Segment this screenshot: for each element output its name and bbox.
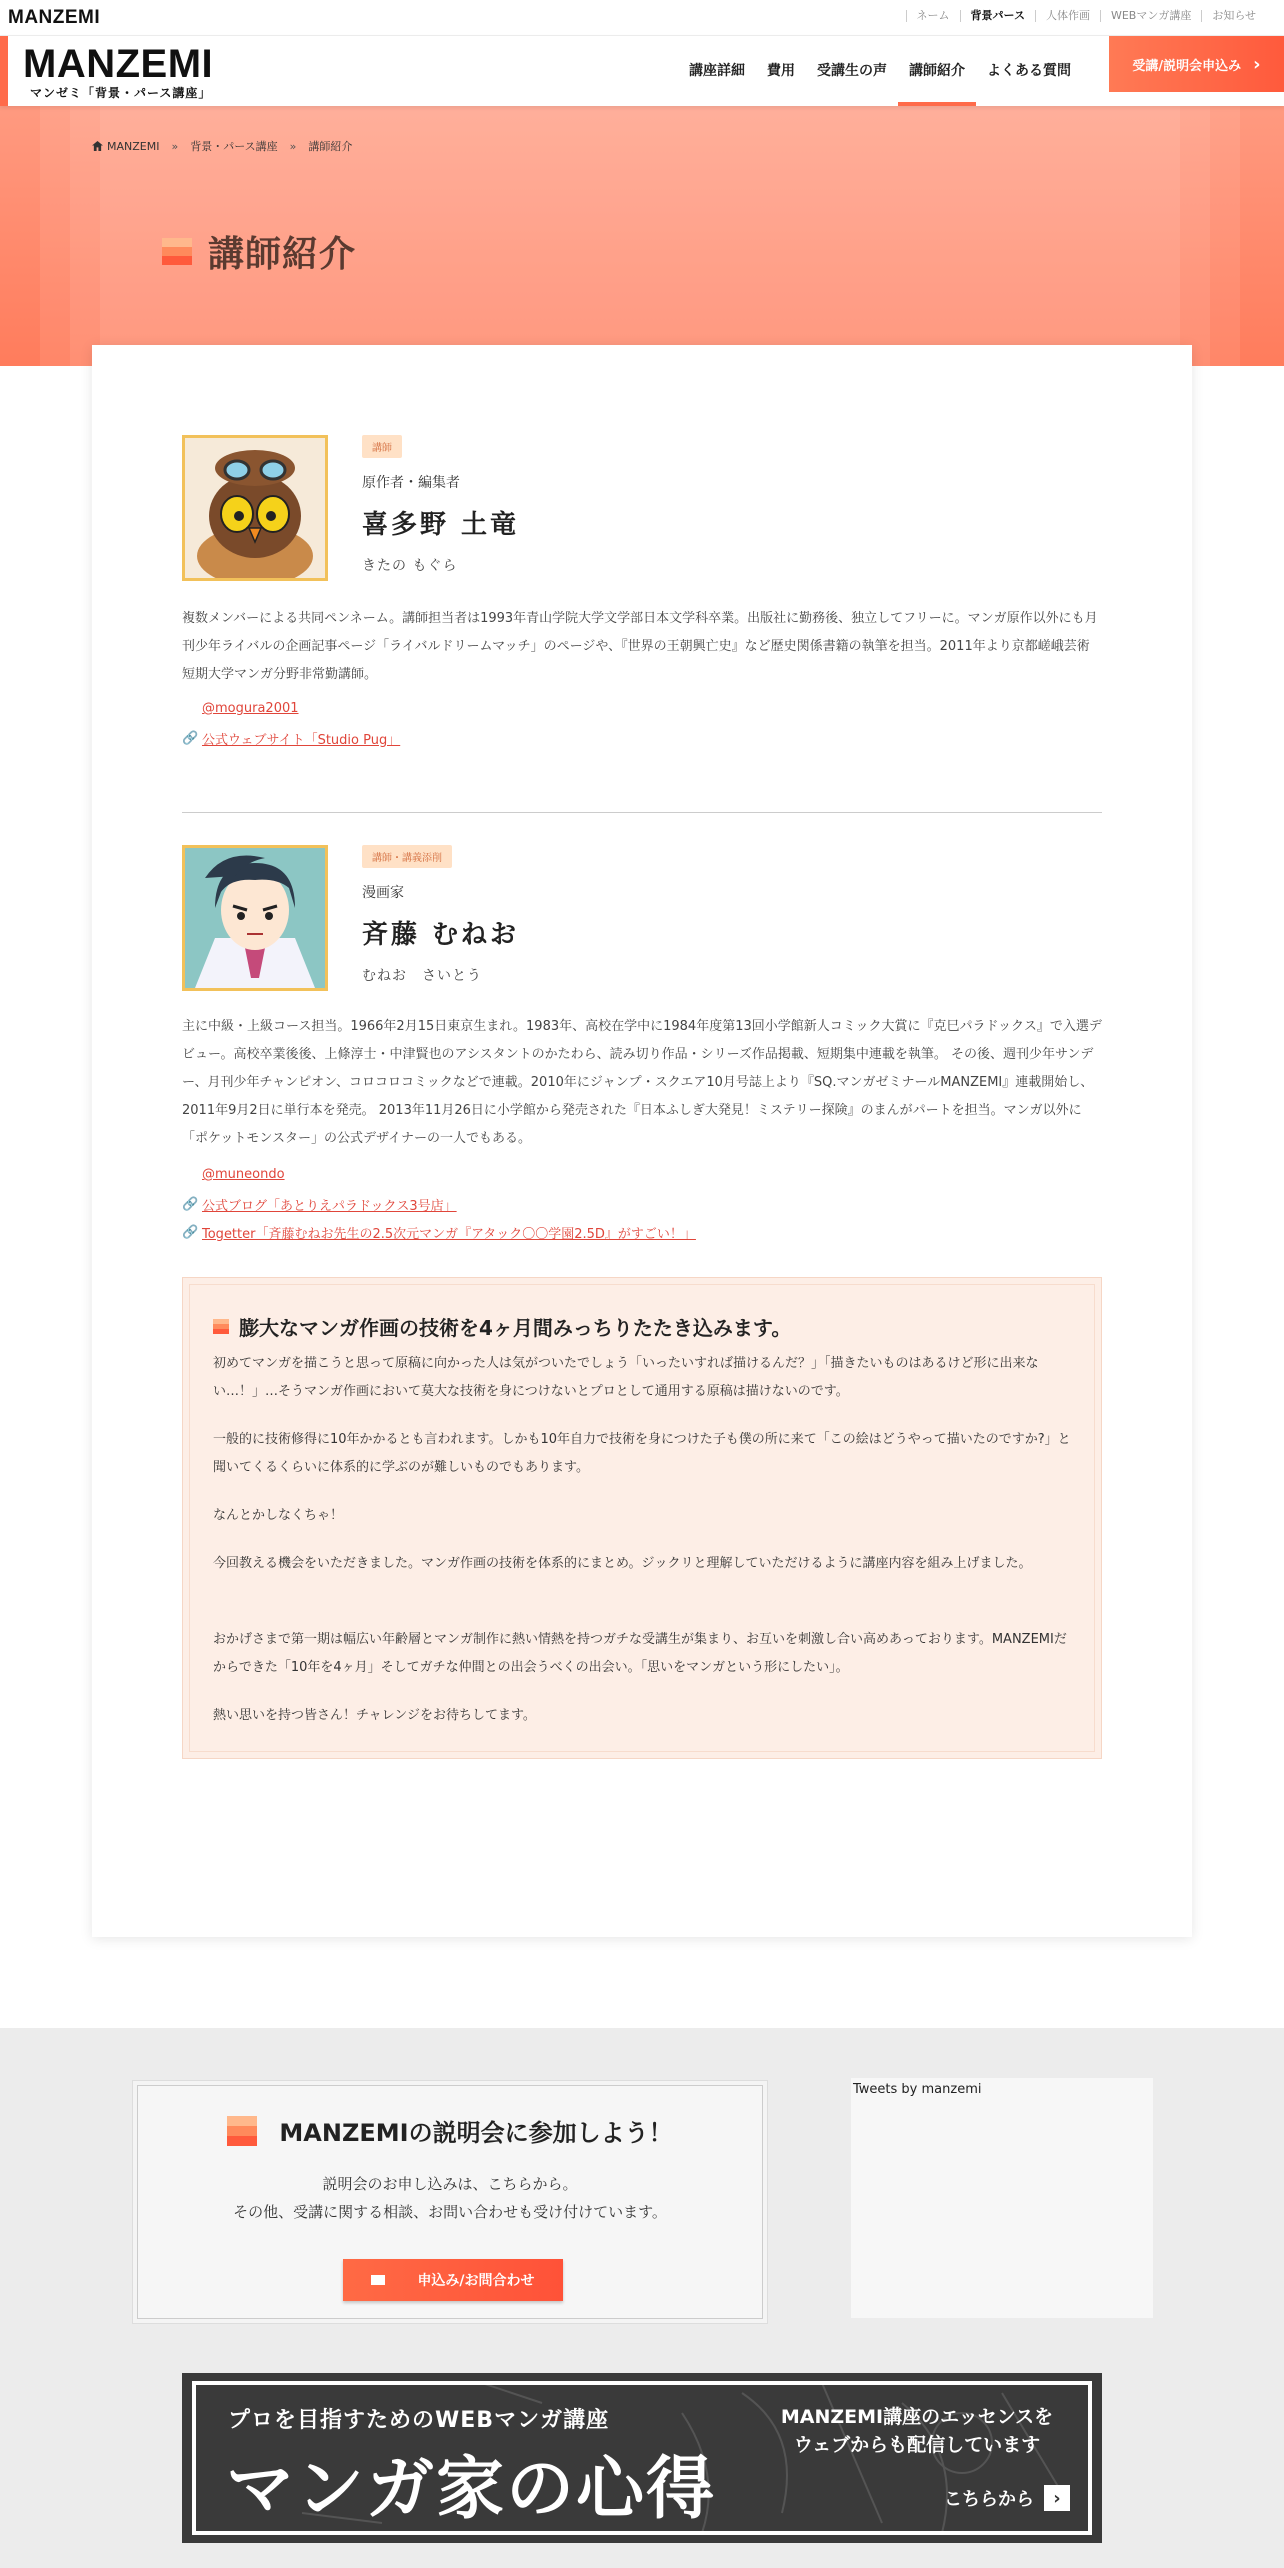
message-paragraph: 今回教える機会をいただきました。マンガ作画の技術を体系的にまとめ。ジックリと理解していただけるように講座内容を組み上げました。 — [213, 1556, 1032, 1571]
instructor-name: 喜多野 土竜 — [362, 510, 520, 540]
divider — [182, 812, 1102, 813]
web-course-banner[interactable] — [182, 2373, 1102, 2543]
instructor-profile — [182, 435, 1102, 755]
message-title: 膨大なマンガ作画の技術を4ヶ月間みっちりたたき込みます。 — [239, 1316, 792, 1340]
contact-text: 説明会のお申し込みは、こちらから。 — [322, 2175, 578, 2193]
avatar — [182, 845, 328, 991]
banner-title: マンガ家の心得 — [226, 2450, 717, 2529]
banner-description-line: MANZEMI講座のエッセンスを — [780, 2406, 1054, 2428]
role-badge: 講師・講義添削 — [362, 845, 452, 868]
breadcrumb-separator: » — [289, 139, 297, 153]
twitter-handle[interactable]: @mogura2001 — [202, 701, 299, 716]
mail-icon — [371, 2275, 385, 2285]
instructor-role: 原作者・編集者 — [362, 475, 460, 491]
top-nav-item-name[interactable]: ネーム — [906, 10, 960, 22]
content-card — [92, 345, 1192, 1937]
instructor-name: 斉藤 むねお — [362, 920, 520, 950]
stripes-icon — [227, 2116, 257, 2146]
instructor-role: 漫画家 — [362, 885, 404, 901]
banner-cta-label: こちらから — [944, 2489, 1034, 2510]
breadcrumb — [92, 138, 352, 154]
site-header — [0, 36, 1284, 106]
page-hero — [0, 106, 1284, 366]
twitter-timeline-label[interactable]: Tweets by manzemi — [853, 2082, 982, 2097]
page-title-block — [162, 226, 356, 277]
link-icon: 🔗 — [182, 1197, 199, 1212]
contact-button-label: 申込み/お問合わせ — [417, 2273, 535, 2289]
message-paragraph: 熱い思いを持つ皆さん！チャレンジをお待ちしてます。 — [213, 1708, 536, 1723]
website-link[interactable] — [182, 729, 400, 748]
breadcrumb-current: 講師紹介 — [308, 140, 353, 153]
top-nav — [906, 10, 1267, 22]
contact-text: その他、受講に関する相談、お問い合わせも受け付けています。 — [233, 2203, 667, 2221]
instructor-info — [362, 435, 519, 575]
message-paragraph: おかげさまで第一期は幅広い年齢層とマンガ制作に熱い情熱を持つガチな受講生が集まり、お互いを刺激し合い高めあっております。MANZEMIだからできた「10年を4ヶ月」そしてガチな仲間との出会うべくの出会い。「思いをマンガという形にしたい」。 — [213, 1632, 1067, 1675]
banner-cta[interactable] — [944, 2485, 1070, 2511]
message-paragraph: 初めてマンガを描こうと思って原稿に向かった人は気がついたでしょう「いったいすれば描けるんだ？」「描きたいものはあるけど形に出来ない…！」…そうマンガ作画において莫大な技術を身につけないとプロとして通用する原稿は描けないのです。 — [213, 1356, 1039, 1399]
site-logo-small[interactable]: MANZEMI — [8, 7, 101, 28]
instructor-info — [362, 845, 519, 985]
contact-button[interactable] — [343, 2259, 563, 2301]
banner-description — [752, 2403, 1082, 2459]
nav-item-faq[interactable]: よくある質問 — [987, 63, 1071, 79]
link-icon: 🔗 — [182, 1225, 199, 1240]
togetter-link-text[interactable]: Togetter「斉藤むねお先生の2.5次元マンガ『アタック〇〇学園2.5D』がすごい！」 — [202, 1227, 696, 1242]
breadcrumb-home[interactable]: MANZEMI — [107, 139, 160, 153]
blog-link-text[interactable]: 公式ブログ「あとりえパラドックス3号店」 — [202, 1199, 457, 1214]
home-icon — [92, 141, 103, 151]
apply-button[interactable] — [1109, 36, 1284, 92]
top-bar — [0, 0, 1284, 36]
nav-item-testimonials[interactable]: 受講生の声 — [817, 63, 887, 79]
top-nav-item-background[interactable]: 背景パース — [960, 10, 1035, 22]
instructor-profile — [182, 845, 1102, 1245]
togetter-link[interactable] — [182, 1223, 696, 1242]
manga-character-illustration — [185, 848, 325, 988]
message-paragraph: なんとかしなくちゃ！ — [213, 1508, 344, 1523]
top-nav-item-news[interactable]: お知らせ — [1201, 10, 1266, 22]
site-logo[interactable]: MANZEMI — [23, 42, 214, 86]
site-logo-subtitle[interactable]: マンゼミ「背景・パース講座」 — [30, 86, 212, 100]
instructor-bio: 主に中級・上級コース担当。1966年2月15日東京生まれ。1983年、高校在学中に1984年度第13回小学館新人コミック大賞に『克巳パラドックス』で入選デビュー。高校卒業後後、上條淳士・中津賢也のアシスタントのかたわら、読み切り作品・シリーズ作品掲載、短期集中連載を執筆。 その後、週刊少年サンデー、月刊少年チャンピオン、コロコロコミックなどで連載。2010年にジャンプ・スクエア10月号誌上より『SQ.マンガゼミナールMANZEMI』連載開始し、2011年9月2日に単行本を発売。 2013年11月26日に小学館から発売された『日本ふしぎ大発見！ミステリー探険』のまんがパートを担当。マンガ以外に「ポケットモンスター」の公式デザイナーの一人でもある。 — [182, 1019, 1102, 1146]
top-nav-item-web-course[interactable]: WEBマンガ講座 — [1100, 10, 1201, 22]
instructor-name-kana: きたの もぐら — [362, 558, 458, 574]
top-nav-item-figure[interactable]: 人体作画 — [1035, 10, 1100, 22]
breadcrumb-separator: » — [171, 139, 179, 153]
twitter-timeline[interactable] — [851, 2078, 1153, 2318]
apply-button-label: 受講/説明会申込み — [1132, 58, 1242, 74]
instructor-bio: 複数メンバーによる共同ペンネーム。講師担当者は1993年青山学院大学文学部日本文学科卒業。出版社に勤務後、独立してフリーに。マンガ原作以外にも月刊少年ライバルの企画記事ページ「ライバルドリームマッチ」のページや、『世界の王朝興亡史』など歴史関係書籍の執筆を担当。2011年より京都嵯峨芸術短期大学マンガ分野非常勤講師。 — [182, 611, 1098, 682]
avatar — [182, 435, 328, 581]
main-nav — [678, 36, 1082, 106]
message-paragraph: 一般的に技術修得に10年かかるとも言われます。しかも10年自力で技術を身につけた子も僕の所に来て「この絵はどうやって描いたのですか?」と聞いてくるくらいに体系的に学ぶのが難しいものでもあります。 — [213, 1432, 1071, 1475]
message-title-block — [213, 1312, 791, 1341]
page-title: 講師紹介 — [208, 234, 357, 275]
role-badge: 講師 — [362, 435, 402, 458]
nav-item-instructors[interactable]: 講師紹介 — [898, 36, 976, 106]
banner-description-line: ウェブからも配信しています — [793, 2434, 1041, 2456]
message-box — [182, 1277, 1102, 1759]
link-icon: 🔗 — [182, 731, 199, 746]
twitter-handle[interactable]: @muneondo — [202, 1167, 285, 1182]
stripes-icon — [162, 238, 192, 266]
contact-title-block — [133, 2113, 767, 2148]
chevron-right-icon: › — [1253, 53, 1261, 75]
nav-item-course-details[interactable]: 講座詳細 — [689, 63, 745, 79]
breadcrumb-course[interactable]: 背景・パース講座 — [190, 140, 278, 153]
owl-character-illustration — [185, 438, 325, 578]
stripes-icon — [213, 1319, 229, 1335]
twitter-link[interactable] — [182, 701, 299, 716]
nav-item-fees[interactable]: 費用 — [767, 63, 795, 79]
blog-link[interactable] — [182, 1195, 457, 1214]
banner-subtitle: プロを目指すためのWEBマンガ講座 — [228, 2408, 610, 2433]
contact-box — [132, 2080, 768, 2324]
chevron-right-icon: › — [1044, 2485, 1070, 2511]
website-link-text[interactable]: 公式ウェブサイト「Studio Pug」 — [202, 733, 401, 748]
instructor-name-kana: むねお さいとう — [362, 968, 482, 984]
contact-title: MANZEMIの説明会に参加しよう！ — [279, 2119, 673, 2147]
twitter-link[interactable] — [182, 1167, 285, 1182]
